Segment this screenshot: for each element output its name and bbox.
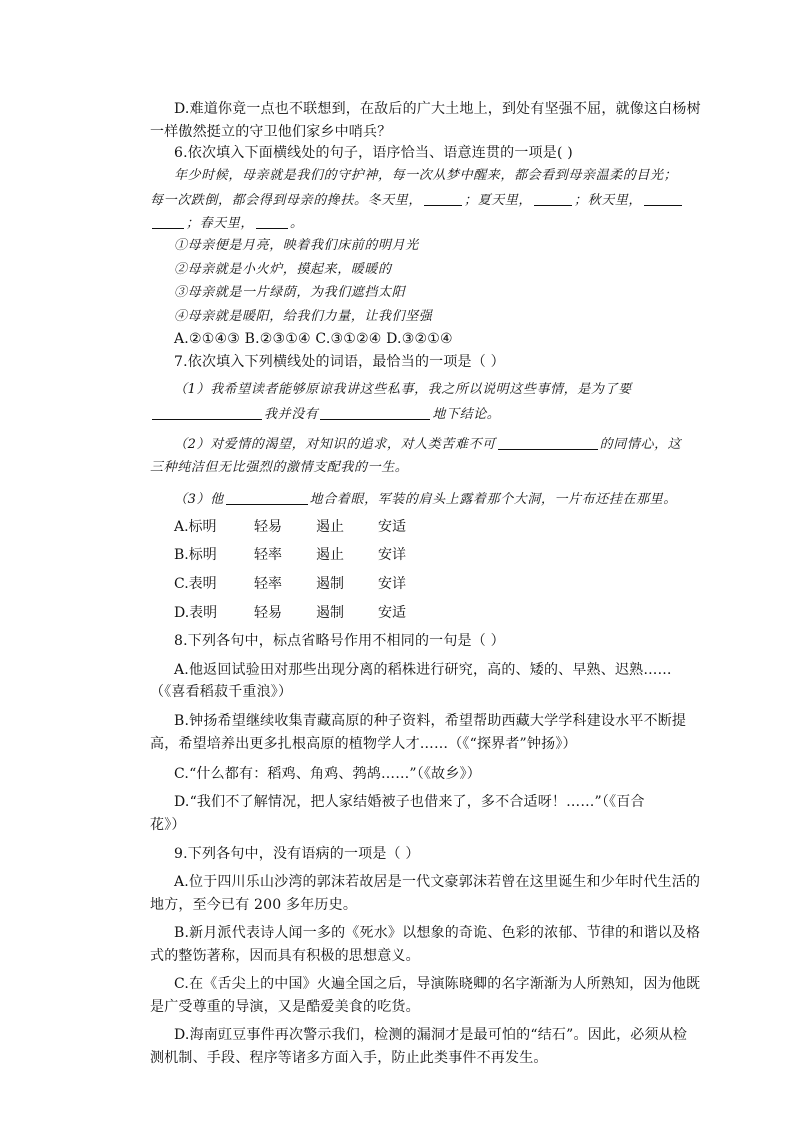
q9-option-a-line2: 地方，至今已有 200 多年历史。 [150,897,358,913]
q6-item-3: ③母亲就是一片绿荫，为我们遮挡太阳 [174,285,406,300]
q8-option-b-line2: 高，希望培养出更多扎根高原的植物学人才……（《“探界者”钟扬》） [150,736,577,752]
q9-option-c-line2: 是广受尊重的导演，又是酷爱美食的吃货。 [150,999,420,1015]
q5-option-d-line1: D.难道你竟一点也不联想到，在敌后的广大土地上，到处有坚强不屈，就像这白杨树 [174,101,701,117]
q7-sentence-text: 地下结论。 [432,407,501,422]
q9-option-a-line1: A.位于四川乐山沙湾的郭沫若故居是一代文豪郭沫若曾在这里诞生和少年时代生活的 [174,874,701,890]
q8-option-b-line1: B.钟扬希望继续收集青藏高原的种子资料，希望帮助西藏大学学科建设水平不断提 [174,713,687,729]
q6-item-2: ②母亲就是小火炉，摸起来，暖暖的 [174,262,392,277]
q8-option-a-line1: A.他返回试验田对那些出现分离的稻株进行研究，高的、矮的、早熟、迟熟…… [174,662,672,678]
option-word: A.标明 [174,519,217,535]
q8-option-c: C.“什么都有：稻鸡、角鸡、鹁鸪……”（《故乡》） [174,766,481,782]
q6-item-1: ①母亲便是月亮，映着我们床前的明月光 [174,238,419,253]
q7-option-b [174,546,474,564]
fill-blank[interactable] [424,191,462,206]
option-word: 安适 [378,519,406,535]
option-word: 安详 [378,547,406,563]
q5-option-d-line2: 一样傲然挺立的守卫他们家乡中哨兵？ [150,124,392,140]
option-word: 遏止 [316,547,344,563]
q6-item-4: ④母亲就是暖阳，给我们力量，让我们坚强 [174,309,433,324]
q6-passage-text: ；夏天里， [464,193,533,208]
q7-option-a [174,518,474,536]
q7-sentence-text: （3）他 [174,492,224,507]
q6-passage-text: 每一次跌倒，都会得到母亲的搀扶。冬天里， [150,193,423,208]
q7-sentence-2 [174,435,681,454]
option-word: 遏制 [316,576,344,592]
option-word: D.表明 [174,605,218,621]
q8-stem: 8.下列各句中，标点省略号作用不相同的一句是（ ） [174,633,505,649]
fill-blank[interactable] [534,191,572,206]
fill-blank[interactable] [152,405,262,420]
q7-sentence-text: 我并没有 [264,407,319,422]
q8-option-d-line2: 花》） [150,817,186,833]
q7-sentence-3 [174,490,677,509]
q7-option-c [174,575,474,593]
option-word: C.表明 [174,576,217,592]
fill-blank[interactable] [226,490,308,505]
q9-option-d-line1: D.海南豇豆事件再次警示我们，检测的漏洞才是最可怕的“结石”。因此，必须从检 [174,1027,688,1043]
q6-passage-line3 [150,214,304,233]
option-word: 安详 [378,576,406,592]
q7-sentence-text: （2）对爱情的渴望，对知识的追求，对人类苦难不可 [174,437,496,452]
option-word: 轻易 [254,605,282,621]
q7-sentence-text: 的同情心，这 [599,437,682,452]
option-word: 安适 [378,605,406,621]
fill-blank[interactable] [320,405,430,420]
q7-stem: 7.依次填入下列横线处的词语，最恰当的一项是（ ） [174,354,505,370]
fill-blank[interactable] [644,191,682,206]
q9-option-b-line2: 式的整饬著称，因而具有积极的思想意义。 [150,948,420,964]
q6-passage-line1: 年少时候，母亲就是我们的守护神，每一次从梦中醒来，都会看到母亲温柔的目光； [174,168,678,183]
q7-sentence-text: 地合着眼，军装的肩头上露着那个大洞，一片布还挂在那里。 [309,492,677,507]
fill-blank[interactable] [152,214,184,229]
option-word: 轻率 [254,547,282,563]
q6-passage-text: 。 [290,216,304,231]
q7-sentence-1: （1）我希望读者能够原谅我讲这些私事，我之所以说明这些事情，是为了要 [174,382,632,397]
option-word: 轻易 [254,519,282,535]
q6-stem: 6.依次填入下面横线处的句子，语序恰当、语意连贯的一项是( ) [174,145,573,161]
fill-blank[interactable] [256,214,288,229]
q8-option-a-line2: （《喜看稻菽千重浪》） [150,684,293,700]
option-word: 轻率 [254,576,282,592]
q7-option-d [174,604,474,622]
q7-sentence-2-line2: 三种纯洁但无比强烈的激情支配我的一生。 [150,460,409,475]
q7-sentence-1-line2 [150,405,500,424]
fill-blank[interactable] [498,435,598,450]
q6-passage-text: ；秋天里， [574,193,643,208]
q9-option-c-line1: C.在《舌尖上的中国》火遍全国之后，导演陈晓卿的名字渐渐为人所熟知，因为他既 [174,976,701,992]
q9-option-d-line2: 测机制、手段、程序等诸多方面入手，防止此类事件不再发生。 [150,1050,548,1066]
q8-option-d-line1: D.“我们不了解情况，把人家结婚被子也借来了，多不合适呀！……”（《百合 [174,794,645,810]
q9-stem: 9.下列各句中，没有语病的一项是（ ） [174,846,420,862]
option-word: B.标明 [174,547,217,563]
q6-options: A.②①④③ B.②③①④ C.③①②④ D.③②①④ [174,331,453,347]
option-word: 遏止 [316,519,344,535]
option-word: 遏制 [316,605,344,621]
q9-option-b-line1: B.新月派代表诗人闻一多的《死水》以想象的奇诡、色彩的浓郁、节律的和谐以及格 [174,925,701,941]
q6-passage-text: ；春天里， [186,216,255,231]
q6-passage-line2 [150,191,684,210]
